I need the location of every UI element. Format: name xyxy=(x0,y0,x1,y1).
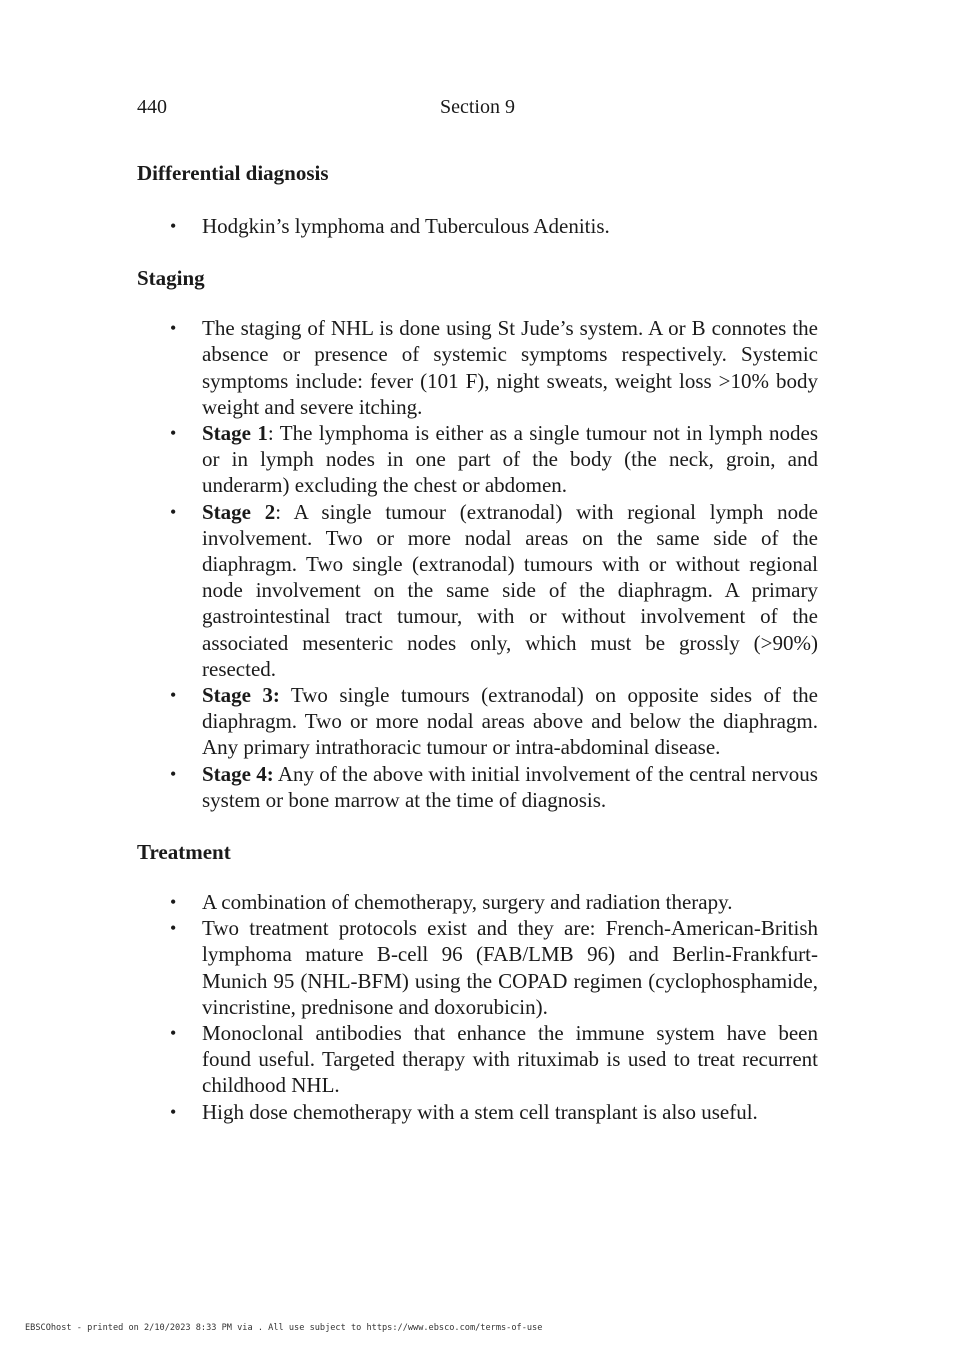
list-item xyxy=(137,1099,818,1125)
section-differential-diagnosis xyxy=(137,158,818,239)
list-item-text: : A single tumour (extranodal) with regional lymph node involvement. Two or more nodal areas on the same side of the diaphragm. Two single (extranodal) tumours with or without regional node involvement on the same side of the diaphragm. A primary gastrointestinal tract tumour, with or without involvement of the associated mesenteric nodes only, which must be grossly (>90%) resected. xyxy=(202,499,818,681)
list-item xyxy=(137,420,818,499)
list-item-text: Hodgkin’s lymphoma and Tuberculous Adenitis. xyxy=(202,214,610,238)
list-item-text: Monoclonal antibodies that enhance the immune system have been found useful. Targeted therapy with rituximab is used to treat recurrent childhood NHL. xyxy=(202,1021,818,1098)
section-treatment xyxy=(137,837,818,1125)
list-item xyxy=(137,915,818,1020)
print-footer: EBSCOhost - printed on 2/10/2023 8:33 PM via . All use subject to https://www.ebsco.com/terms-of-use xyxy=(25,1323,543,1333)
bullet-icon: • xyxy=(170,1101,177,1122)
list-item-text: : The lymphoma is either as a single tumour not in lymph nodes or in lymph nodes in one part of the body (the neck, groin, and underarm) excluding the chest or abdomen. xyxy=(202,421,818,498)
bullet-list xyxy=(137,213,818,239)
list-item-term: Stage 1 xyxy=(202,421,268,446)
bullet-list xyxy=(137,889,818,1125)
bullet-icon: • xyxy=(170,1023,177,1044)
list-item xyxy=(137,761,818,813)
bullet-icon: • xyxy=(170,423,177,444)
page-body xyxy=(137,158,818,1125)
list-item xyxy=(137,213,818,239)
list-item xyxy=(137,1020,818,1099)
list-item-term: Stage 2 xyxy=(202,499,276,524)
bullet-icon: • xyxy=(170,318,177,339)
list-item xyxy=(137,315,818,420)
bullet-icon: • xyxy=(170,763,177,784)
section-staging xyxy=(137,263,818,813)
list-item-text: The staging of NHL is done using St Jude’s system. A or B connotes the absence or presence of systemic symptoms respectively. Systemic symptoms include: fever (101 F), night sweats, weight loss >10% body weight and severe itching. xyxy=(202,316,818,419)
page-number: 440 xyxy=(137,96,167,118)
bullet-list xyxy=(137,315,818,813)
section-heading: Staging xyxy=(137,266,205,291)
list-item-text: Two single tumours (extranodal) on opposite sides of the diaphragm. Two or more nodal areas above and below the diaphragm. Any primary intrathoracic tumour or intra-abdominal disease. xyxy=(202,683,818,760)
bullet-icon: • xyxy=(170,918,177,939)
list-item xyxy=(137,682,818,761)
section-heading: Differential diagnosis xyxy=(137,161,329,185)
list-item-term: Stage 4: xyxy=(202,761,274,786)
running-head: Section 9 xyxy=(440,96,515,118)
list-item xyxy=(137,499,818,682)
page-header xyxy=(137,96,818,122)
section-heading: Treatment xyxy=(137,840,231,865)
list-item-text: Two treatment protocols exist and they are: French-American-British lymphoma mature B-cell 96 (FAB/LMB 96) and Berlin-Frankfurt-Munich 95 (NHL-BFM) using the COPAD regimen (cyclophosphamide, vincristine, prednisone and doxorubicin). xyxy=(202,916,818,1019)
list-item xyxy=(137,889,818,915)
bullet-icon: • xyxy=(170,501,177,522)
bullet-icon: • xyxy=(170,216,177,236)
list-item-term: Stage 3: xyxy=(202,683,280,708)
bullet-icon: • xyxy=(170,892,177,913)
list-item-text: Any of the above with initial involvement of the central nervous system or bone marrow at the time of diagnosis. xyxy=(202,761,818,812)
list-item-text: High dose chemotherapy with a stem cell transplant is also useful. xyxy=(202,1099,758,1124)
bullet-icon: • xyxy=(170,685,177,706)
list-item-text: A combination of chemotherapy, surgery and radiation therapy. xyxy=(202,890,733,915)
